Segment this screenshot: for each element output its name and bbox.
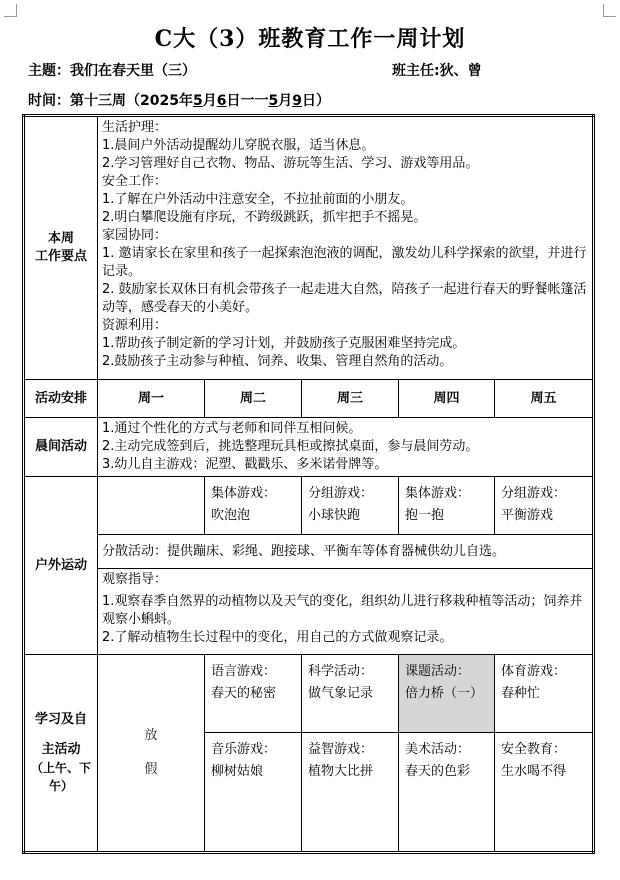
outdoor-game-thu: 集体游戏： 抱一抱	[399, 477, 495, 535]
teacher-value: 狄、曾	[439, 63, 482, 79]
outdoor-observe-row	[24, 569, 594, 655]
page-corner-mark	[4, 4, 17, 17]
morning-content	[98, 418, 594, 477]
outdoor-label: 户外运动	[24, 477, 98, 655]
time-text: 月	[278, 93, 293, 109]
page-corner-mark	[603, 4, 616, 17]
learning-fri-2: 安全教育： 生水喝不得	[495, 733, 594, 853]
teacher-line	[392, 60, 482, 80]
morning-text-line: 1.通过个性化的方式与老师和同伴互相问候。	[102, 421, 362, 436]
schedule-label: 活动安排	[24, 380, 98, 418]
focus-text-line: 1.晨间户外活动提醒幼儿穿脱衣服，适当休息。	[102, 138, 375, 153]
morning-label: 晨间活动	[24, 418, 98, 477]
time-text: 月	[202, 93, 217, 109]
focus-label: 本周 工作要点	[24, 116, 98, 380]
focus-text-line: 资源利用：	[102, 318, 168, 333]
schedule-header-row	[24, 380, 594, 418]
learning-wed-1: 科学活动： 做气象记录	[302, 655, 399, 733]
time-text: 日）	[301, 93, 330, 109]
observe-text-line: 观察指导：	[102, 572, 168, 587]
learning-fri-1: 体育游戏： 春种忙	[495, 655, 594, 733]
morning-text-line: 3.幼儿自主游戏：泥塑、戳戳乐、多米诺骨牌等。	[102, 457, 388, 472]
teacher-label: 班主任:	[392, 63, 440, 79]
day-header-mon: 周一	[98, 380, 205, 418]
outdoor-games-row	[24, 477, 594, 535]
start-day: 6	[216, 93, 227, 109]
end-day: 9	[292, 93, 302, 109]
focus-row	[24, 116, 594, 380]
focus-text-line: 2.鼓励孩子主动参与种植、饲养、收集、管理自然角的活动。	[102, 354, 453, 369]
learning-thu-1: 课题活动： 倍力桥（一）	[399, 655, 495, 733]
time-line	[28, 90, 330, 110]
day-header-tue: 周二	[205, 380, 302, 418]
outdoor-game-fri: 分组游戏： 平衡游戏	[495, 477, 594, 535]
time-label: 时间：第十三周（2025年	[28, 93, 193, 109]
focus-text-line: 家园协同：	[102, 228, 168, 243]
learning-label: 学习及自 主活动 （上午、下 午）	[24, 655, 98, 853]
focus-content	[98, 116, 594, 380]
outdoor-scattered: 分散活动：提供蹦床、彩绳、跑接球、平衡车等体育器械供幼儿自选。	[98, 535, 594, 569]
focus-text-line: 2.学习管理好自己衣物、物品、游玩等生活、学习、游戏等用品。	[102, 156, 479, 171]
learning-thu-2: 美术活动： 春天的色彩	[399, 733, 495, 853]
learning-tue-1: 语言游戏： 春天的秘密	[205, 655, 302, 733]
theme-label: 主题：	[28, 63, 70, 79]
day-header-wed: 周三	[302, 380, 399, 418]
focus-text-line: 1. 邀请家长在家里和孩子一起探索泡泡液的调配，激发幼儿科学探索的欲望，并进行记录。	[102, 246, 587, 279]
observe-text-line: 2.了解动植物生长过程中的变化，用自己的方式做观察记录。	[102, 630, 453, 645]
learning-row-1	[24, 655, 594, 733]
outdoor-observe	[98, 569, 594, 655]
theme-value: 我们在春天里（三）	[70, 63, 196, 79]
learning-wed-2: 益智游戏： 植物大比拼	[302, 733, 399, 853]
focus-text-line: 1.帮助孩子制定新的学习计划，并鼓励孩子克服困难坚持完成。	[102, 336, 466, 351]
start-month: 5	[192, 93, 203, 109]
holiday-mark: 放 假	[98, 655, 205, 853]
morning-text-line: 2.主动完成签到后，挑选整理玩具柜或擦拭桌面，参与晨间劳动。	[102, 439, 479, 454]
focus-text-line: 2. 鼓励家长双休日有机会带孩子一起走进大自然，陪孩子一起进行春天的野餐帐篷活动等，感受春天的小美好。	[102, 282, 587, 315]
weekly-plan-table	[22, 114, 595, 854]
outdoor-game-wed: 分组游戏： 小球快跑	[302, 477, 399, 535]
outdoor-scattered-row	[24, 535, 594, 569]
time-text: 日一一	[226, 93, 269, 109]
end-month: 5	[268, 93, 279, 109]
morning-row	[24, 418, 594, 477]
theme-line	[28, 60, 196, 80]
outdoor-game-tue: 集体游戏： 吹泡泡	[205, 477, 302, 535]
focus-text-line: 2.明白攀爬设施有序玩，不跨级跳跃，抓牢把手不摇晃。	[102, 210, 427, 225]
day-header-fri: 周五	[495, 380, 594, 418]
focus-text-line: 生活护理：	[102, 120, 168, 135]
learning-tue-2: 音乐游戏： 柳树姑娘	[205, 733, 302, 853]
focus-text-line: 1.了解在户外活动中注意安全，不拉扯前面的小朋友。	[102, 192, 414, 207]
page-title: C大（3）班教育工作一周计划	[154, 26, 466, 52]
focus-text-line: 安全工作：	[102, 174, 168, 189]
day-header-thu: 周四	[399, 380, 495, 418]
observe-text-line: 1.观察春季自然界的动植物以及天气的变化，组织幼儿进行移栽种植等活动；饲养并观察小蝌蚪。	[102, 594, 583, 627]
outdoor-game-mon	[98, 477, 205, 535]
